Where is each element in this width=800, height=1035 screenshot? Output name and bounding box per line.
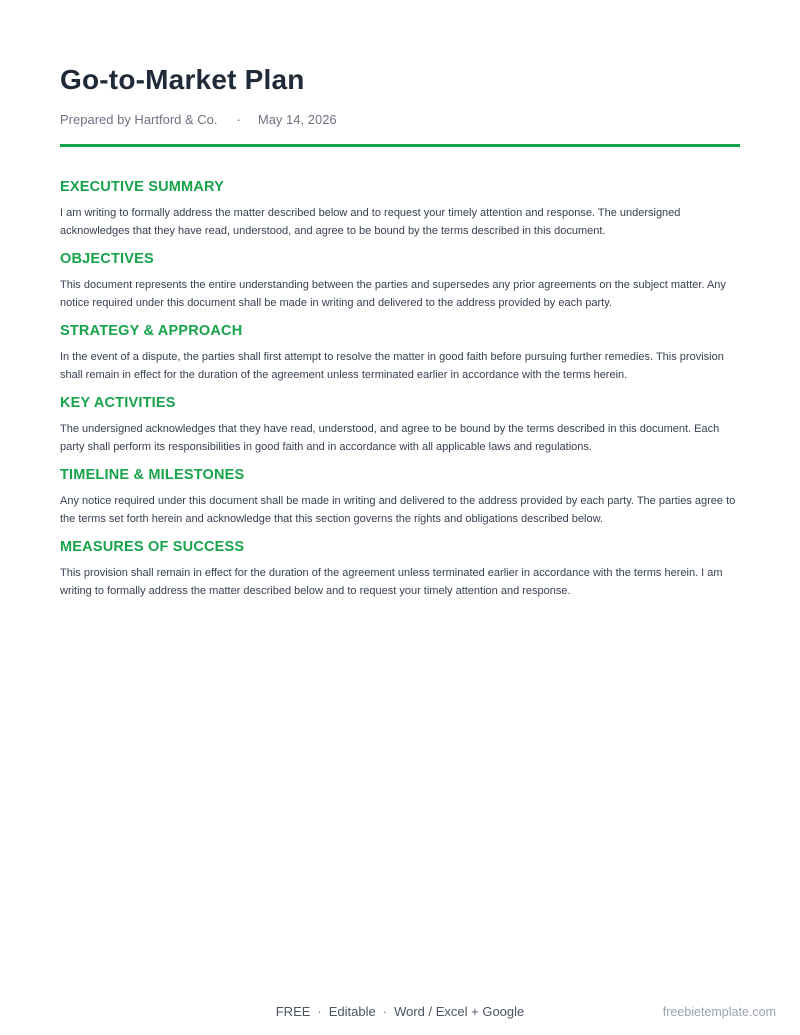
footer-editable: Editable <box>328 1004 376 1019</box>
document-meta <box>60 112 337 127</box>
footer-formats: Word / Excel + Google <box>394 1004 525 1019</box>
meta-separator: · <box>236 112 241 127</box>
document-date: May 14, 2026 <box>257 112 337 127</box>
section-body: This provision shall remain in effect for the duration of the agreement unless terminated earlier in accordance with the terms herein. I am writing to formally address the matter described below and to request your timely attention and response. <box>60 567 723 597</box>
section-body: This document represents the entire understanding between the parties and supersedes any prior agreements on the subject matter. Any notice required under this document shall be made in writing and delivered to the address provided by each party. <box>60 279 726 309</box>
footer-dot: · <box>382 1004 388 1019</box>
section-timeline-milestones <box>60 466 740 538</box>
footer-brand: freebietemplate.com <box>662 1005 776 1019</box>
section-executive-summary <box>60 178 740 250</box>
section-strategy-approach <box>60 322 740 394</box>
section-body: The undersigned acknowledges that they have read, understood, and agree to be bound by the terms described in this document. Each party shall perform its responsibilities in good faith and in accordance with all applicable laws and regulations. <box>60 423 720 453</box>
section-body: In the event of a dispute, the parties shall first attempt to resolve the matter in good faith before pursuing further remedies. This provision shall remain in effect for the duration of the agreement unless terminated earlier in accordance with the terms herein. <box>60 351 724 381</box>
footer-free: FREE <box>275 1004 311 1019</box>
section-measures-of-success <box>60 538 740 610</box>
section-heading: OBJECTIVES <box>60 251 154 267</box>
section-heading: KEY ACTIVITIES <box>60 395 176 411</box>
section-list <box>60 178 740 610</box>
section-heading: MEASURES OF SUCCESS <box>60 539 245 555</box>
section-heading: EXECUTIVE SUMMARY <box>60 179 224 195</box>
section-key-activities <box>60 394 740 466</box>
section-heading: STRATEGY & APPROACH <box>60 323 243 339</box>
section-body: I am writing to formally address the matter described below and to request your timely attention and response. The undersigned acknowledges that they have read, understood, and agree to be bound by the terms described in this document. <box>60 207 681 237</box>
prepared-by: Prepared by Hartford & Co. <box>60 112 218 127</box>
footer-dot: · <box>317 1004 322 1019</box>
page-title: Go-to-Market Plan <box>60 64 305 95</box>
header-divider <box>60 144 740 147</box>
section-body: Any notice required under this document shall be made in writing and delivered to the address provided by each party. The parties agree to the terms set forth herein and acknowledge that this section governs the rights and obligations described below. <box>60 495 736 525</box>
section-heading: TIMELINE & MILESTONES <box>60 467 245 483</box>
section-objectives <box>60 250 740 322</box>
